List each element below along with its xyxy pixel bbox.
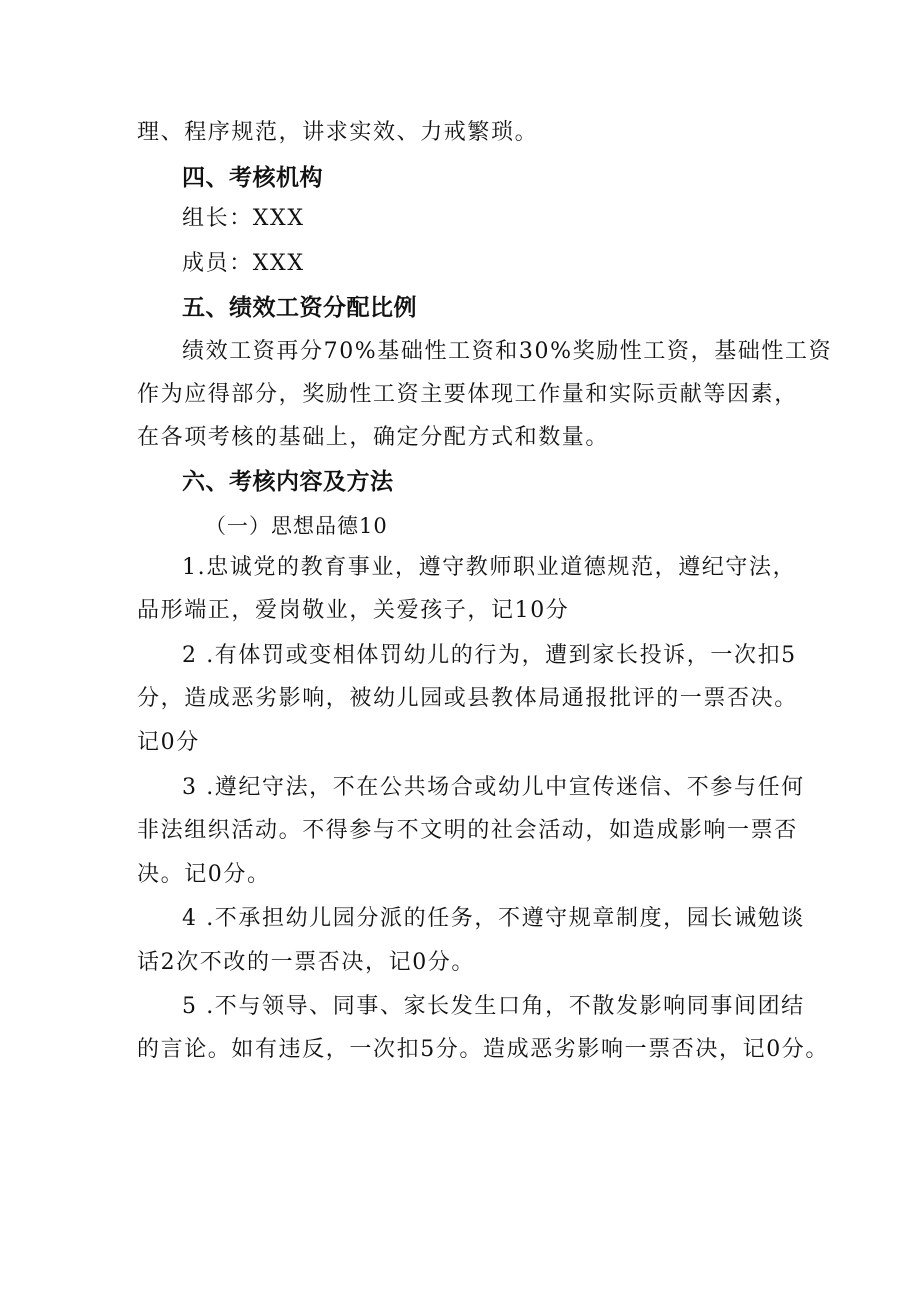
- section-5-heading: 五、绩效工资分配比例: [182, 295, 417, 321]
- item-4-line-2: 话2次不改的一票否决，记0分。: [137, 950, 475, 975]
- section-4-heading: 四、考核机构: [182, 165, 323, 191]
- item-5-line-1: 5 .不与领导、同事、家长发生口角，不散发影响同事间团结: [182, 994, 805, 1019]
- item-5-line-2: 的言论。如有违反，一次扣5分。造成恶劣影响一票否决，记0分。: [137, 1037, 829, 1062]
- item-2-line-3: 记0分: [137, 730, 200, 755]
- continuation-line: 理、程序规范，讲求实效、力戒繁琐。: [137, 120, 539, 145]
- item-3-line-2: 非法组织活动。不得参与不文明的社会活动，如造成影响一票否: [137, 818, 798, 843]
- item-3-line-1: 3 .遵纪守法，不在公共场合或幼儿中宣传迷信、不参与任何: [182, 775, 805, 800]
- section-5-line-2: 作为应得部分，奖励性工资主要体现工作量和实际贡献等因素，: [137, 382, 798, 407]
- section-5-line-3: 在各项考核的基础上，确定分配方式和数量。: [137, 425, 610, 450]
- leader-line: 组长：XXX: [182, 206, 305, 231]
- subsection-heading: （一）思想品德10: [205, 514, 388, 538]
- item-3-line-3: 决。记0分。: [137, 862, 271, 887]
- item-1-line-2: 品形端正，爱岗敬业，关爱孩子，记10分: [137, 598, 570, 623]
- item-2-line-1: 2 .有体罚或变相体罚幼儿的行为，遭到家长投诉，一次扣5: [182, 643, 797, 668]
- section-6-heading: 六、考核内容及方法: [182, 469, 394, 495]
- members-line: 成员：XXX: [182, 251, 305, 276]
- item-1-line-1: 1.忠诚党的教育事业，遵守教师职业道德规范，遵纪守法，: [182, 555, 797, 580]
- item-2-line-2: 分，造成恶劣影响，被幼儿园或县教体局通报批评的一票否决。: [137, 686, 798, 711]
- section-5-line-1: 绩效工资再分70%基础性工资和30%奖励性工资，基础性工资: [182, 339, 833, 364]
- item-4-line-1: 4 .不承担幼儿园分派的任务，不遵守规章制度，园长诫勉谈: [182, 906, 805, 931]
